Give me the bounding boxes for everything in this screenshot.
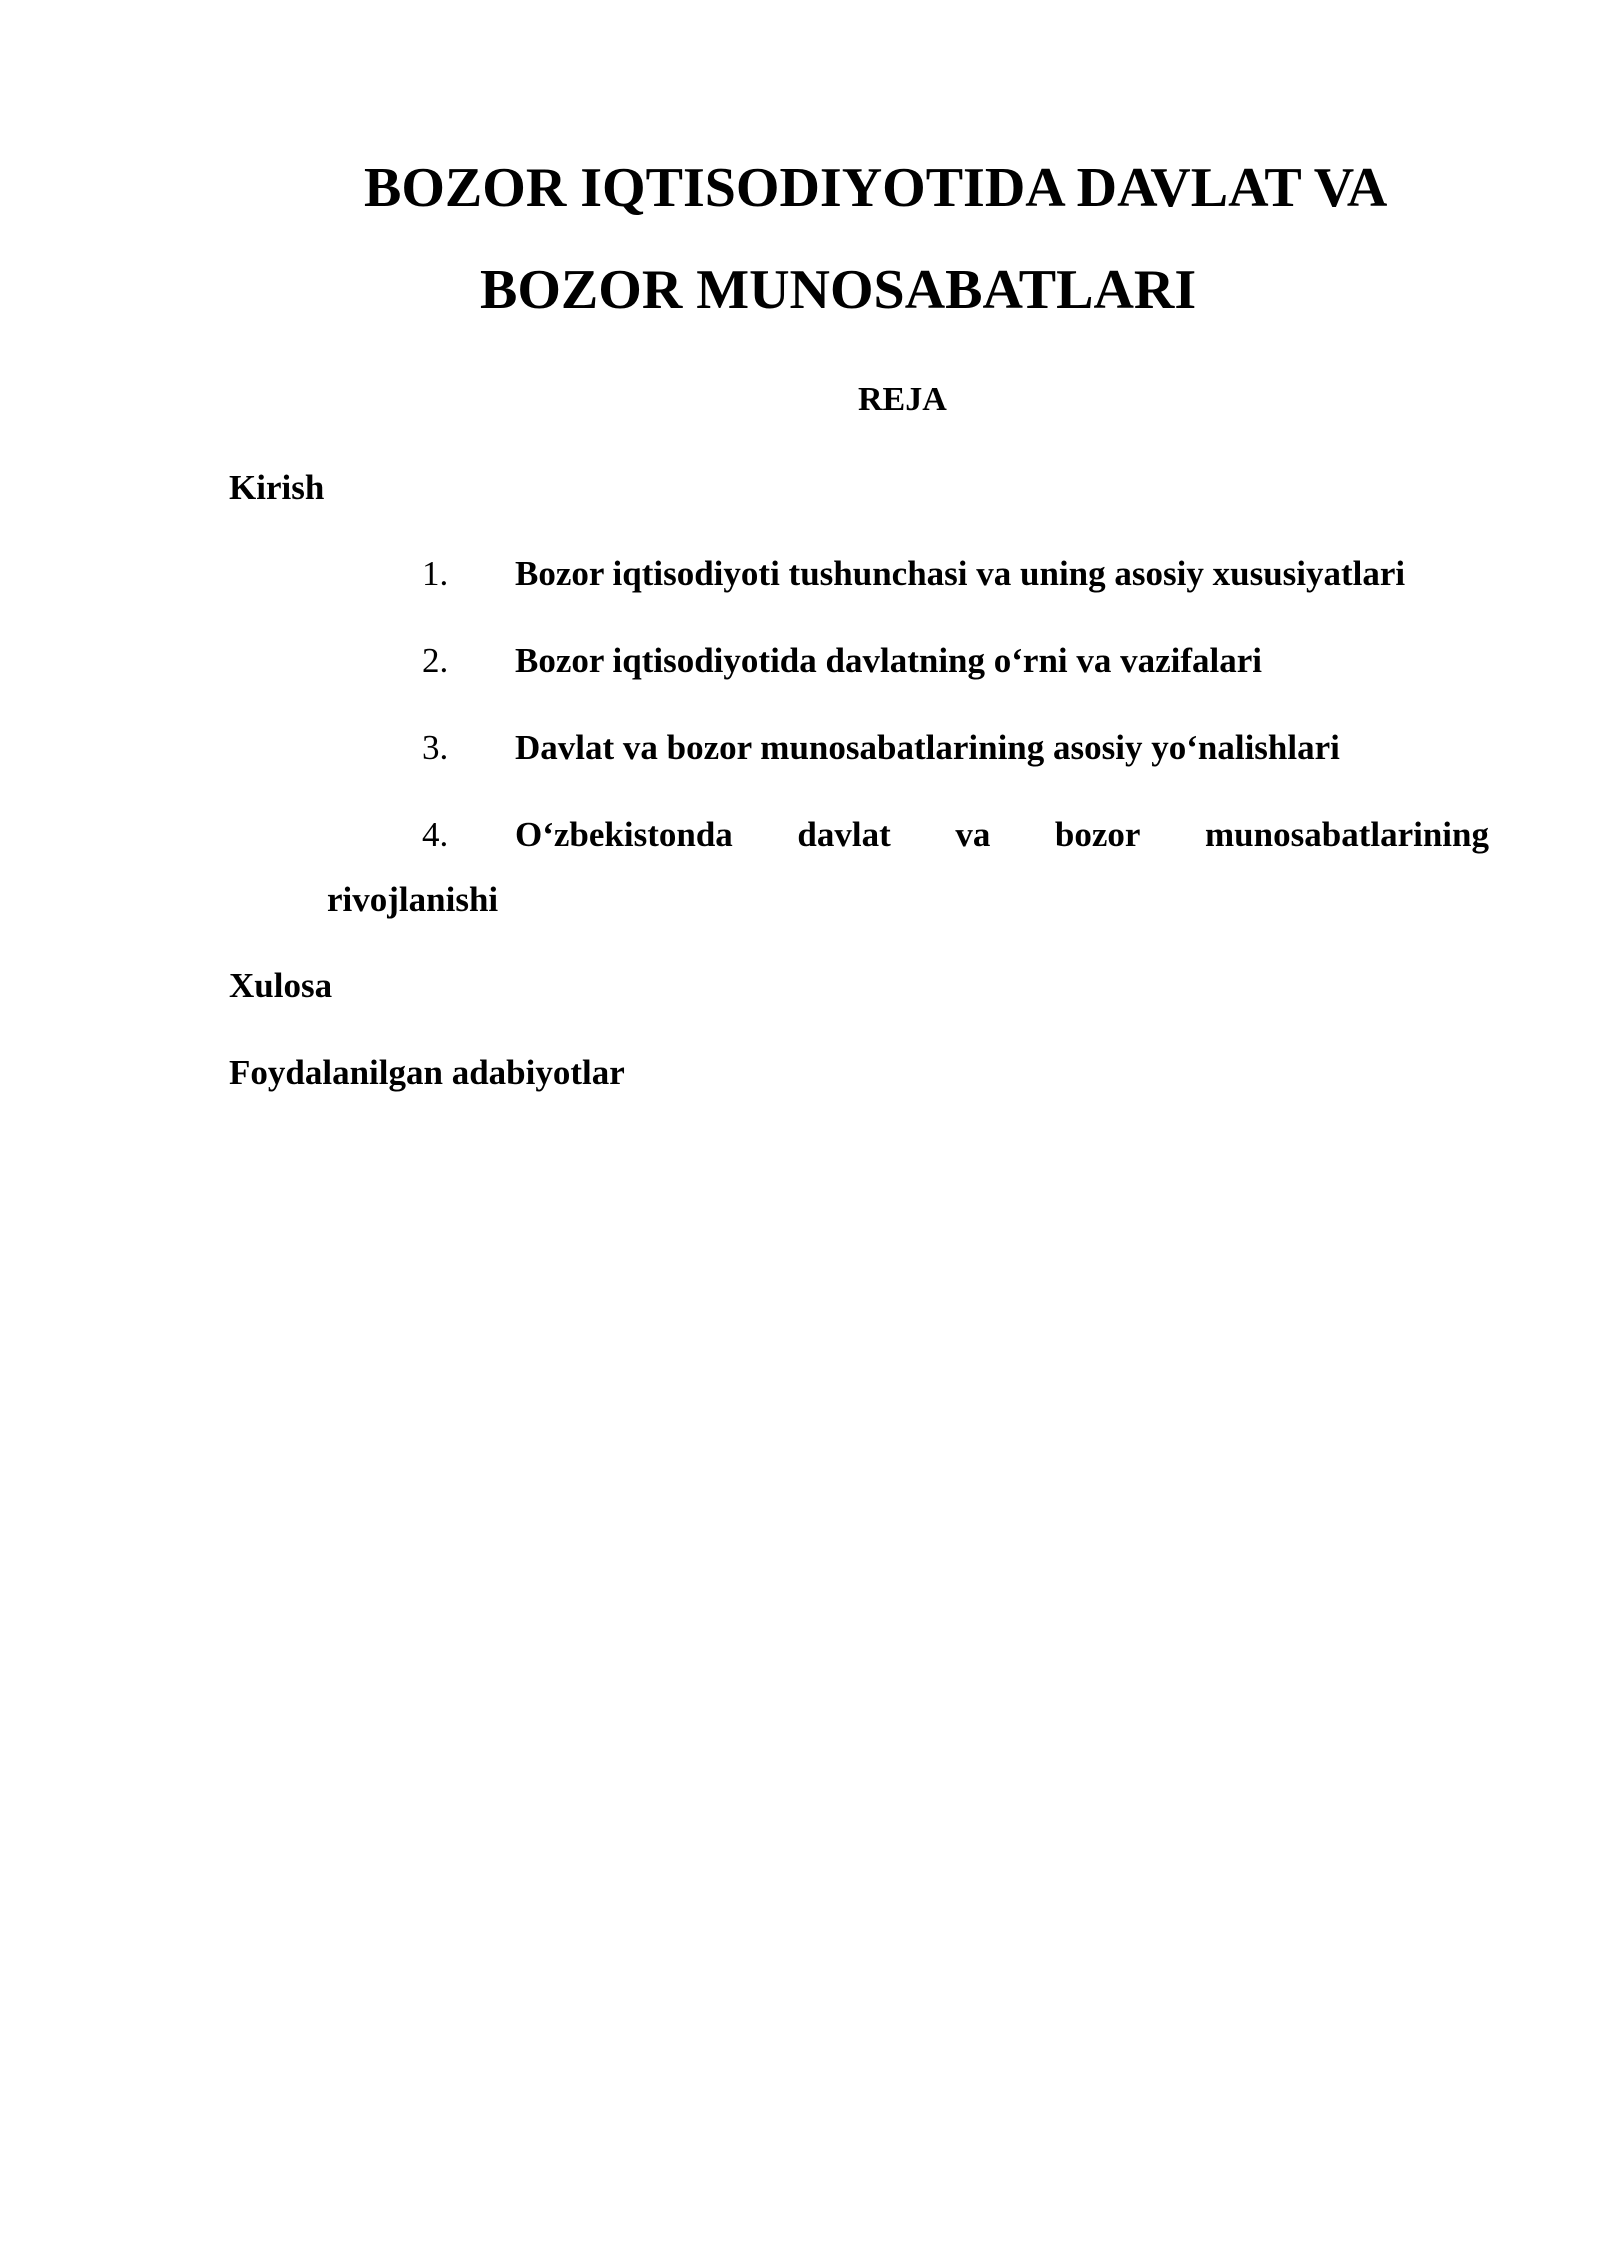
intro-label: Kirish	[229, 468, 325, 507]
plan-item-4-word: O‘zbekistonda	[515, 815, 733, 854]
references-label: Foydalanilgan adabiyotlar	[229, 1053, 625, 1092]
plan-item-2-number: 2.	[422, 641, 449, 680]
plan-item-1-number: 1.	[422, 554, 449, 593]
plan-item-4-word: davlat	[797, 815, 891, 854]
plan-item-1-text: Bozor iqtisodiyoti tushunchasi va uning asosiy xususiyatlari	[515, 554, 1406, 593]
plan-item-4-word: bozor	[1054, 815, 1141, 854]
plan-item-4-number: 4.	[422, 815, 449, 854]
conclusion-label: Xulosa	[229, 966, 333, 1005]
plan-item-4-word: va	[955, 815, 991, 854]
plan-item-3-text: Davlat va bozor munosabatlarining asosiy yo‘nalishlari	[515, 728, 1340, 767]
plan-item-4-word: munosabatlarining	[1205, 815, 1489, 854]
plan-item-4-text-line	[515, 815, 1489, 855]
plan-item-2-text: Bozor iqtisodiyotida davlatning o‘rni va vazifalari	[515, 641, 1263, 680]
plan-heading: REJA	[858, 381, 947, 418]
plan-item-4-continuation: rivojlanishi	[327, 880, 499, 919]
document-title-line-2: BOZOR MUNOSABATLARI	[480, 259, 1197, 321]
plan-item-3-number: 3.	[422, 728, 449, 767]
document-title-line-1: BOZOR IQTISODIYOTIDA DAVLAT VA	[364, 157, 1388, 219]
